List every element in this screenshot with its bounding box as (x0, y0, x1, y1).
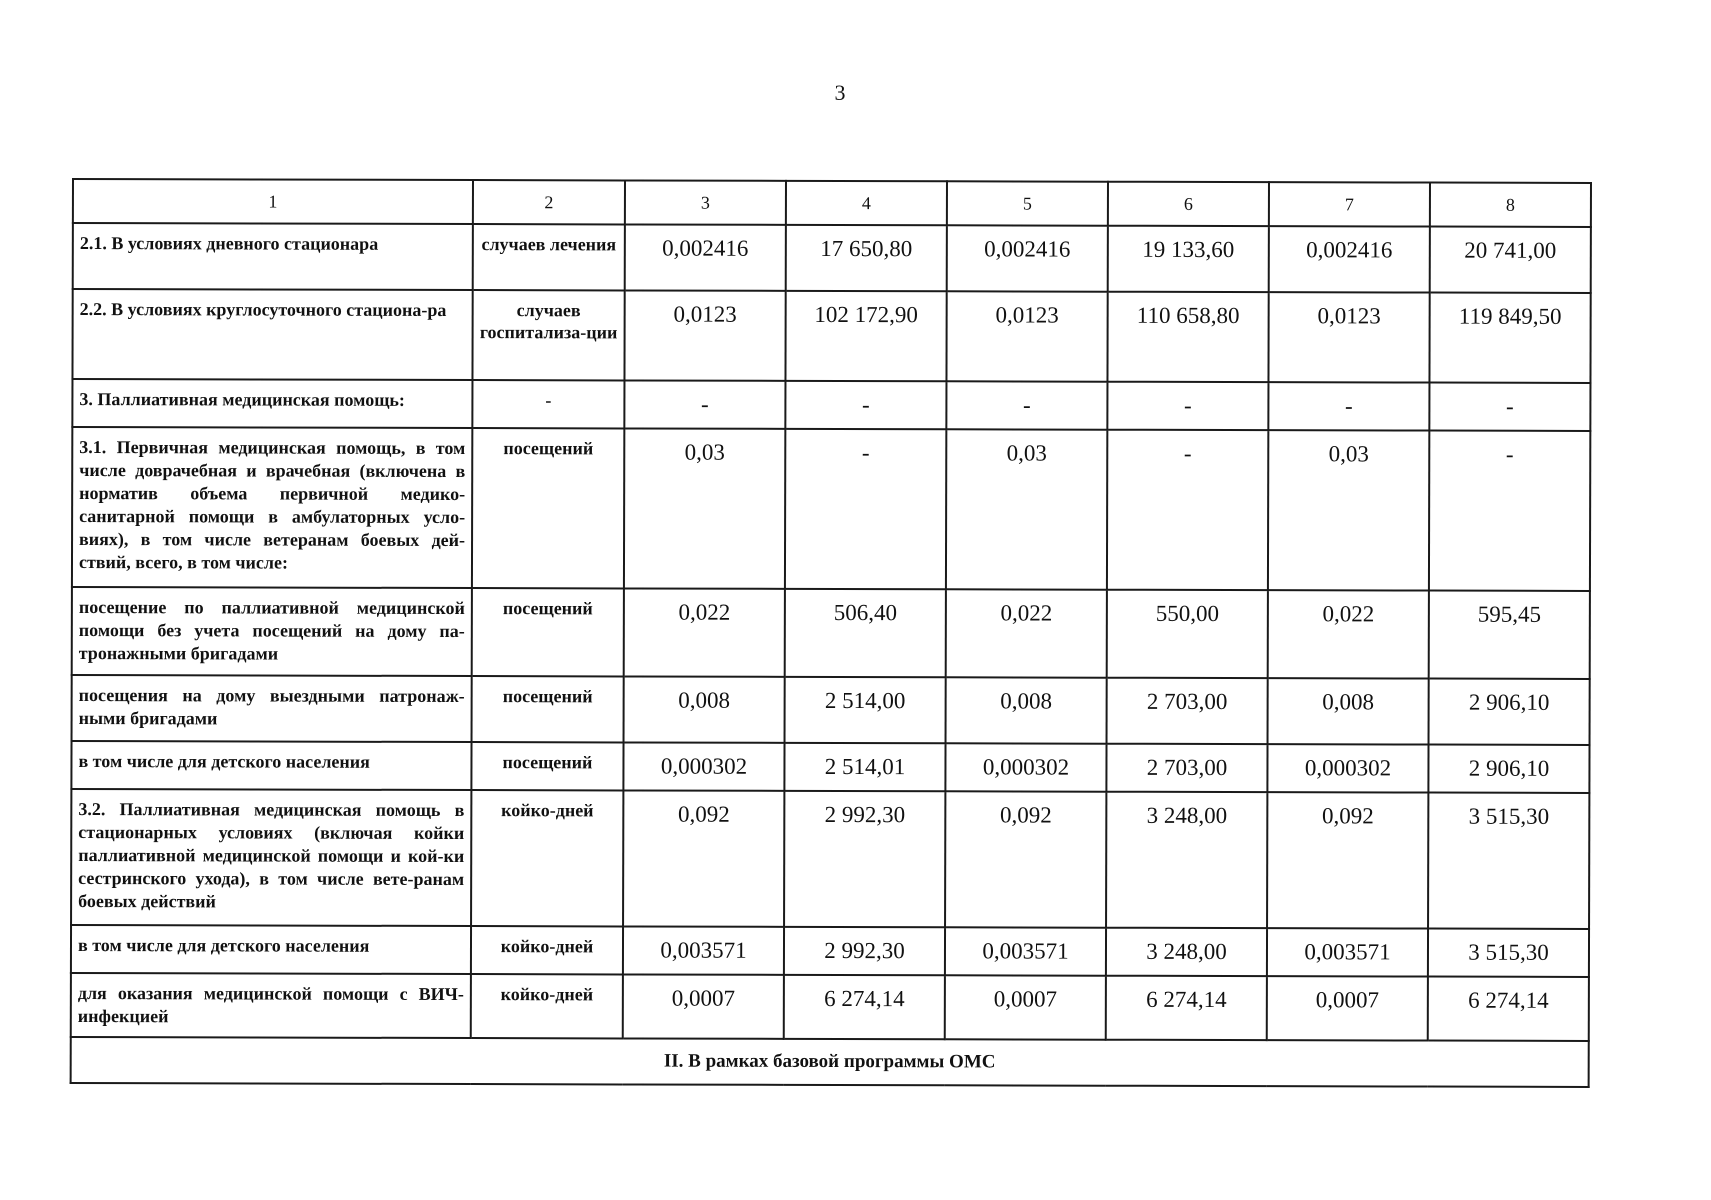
row-label: 2.1. В условиях дневного стационара (73, 223, 473, 290)
row-label: 3.2. Паллиативная медицинская помощь в стационарных условиях (включая койки паллиативной медицинской помощи и кой-ки сестринского ухода), в том числе вете-ранам боевых действий (71, 789, 471, 926)
section-heading-row (71, 1037, 1589, 1087)
value-cell: 0,002416 (1269, 226, 1430, 292)
column-number: 7 (1269, 182, 1430, 226)
value-cell: 6 274,14 (1106, 976, 1267, 1040)
value-cell: 0,000302 (1267, 744, 1428, 792)
row-unit: - (472, 380, 624, 428)
row-label: в том числе для детского населения (71, 925, 471, 974)
value-cell: 2 992,30 (784, 927, 945, 975)
value-cell: 0,003571 (623, 926, 784, 974)
row-unit: посещений (472, 588, 624, 676)
row-unit: посещений (472, 428, 624, 588)
row-unit: случаев госпитализа-ции (472, 290, 624, 380)
value-cell: 0,092 (623, 790, 784, 926)
table-row (72, 587, 1590, 679)
value-cell: 2 514,00 (785, 677, 946, 743)
row-label: 2.2. В условиях круглосуточного стациона-ра (72, 289, 472, 380)
row-unit: койко-дней (471, 974, 623, 1038)
value-cell: 0,03 (624, 428, 785, 588)
value-cell: 20 741,00 (1430, 227, 1591, 293)
page-number: 3 (834, 80, 846, 105)
value-cell: 2 514,01 (784, 743, 945, 791)
column-number: 2 (473, 180, 625, 224)
row-unit: посещений (471, 742, 623, 790)
value-cell: 119 849,50 (1429, 293, 1590, 383)
value-cell: 0,03 (1268, 430, 1429, 590)
value-cell: 0,0123 (1268, 292, 1429, 382)
row-label: 3. Паллиативная медицинская помощь: (72, 379, 472, 428)
value-cell: 0,0007 (1267, 976, 1428, 1040)
value-cell: 17 650,80 (786, 225, 947, 291)
value-cell: 0,002416 (947, 225, 1108, 291)
value-cell: 0,008 (946, 677, 1107, 743)
column-number: 4 (786, 181, 947, 225)
table-row (72, 289, 1590, 383)
value-cell: 0,008 (624, 676, 785, 742)
value-cell: - (785, 381, 946, 429)
value-cell: 3 515,30 (1428, 929, 1589, 977)
value-cell: 595,45 (1429, 591, 1590, 679)
value-cell: 110 658,80 (1107, 292, 1268, 382)
value-cell: 0,000302 (623, 742, 784, 790)
value-cell: 506,40 (785, 589, 946, 677)
value-cell: 3 248,00 (1106, 792, 1267, 928)
value-cell: 3 248,00 (1106, 928, 1267, 976)
value-cell: 0,092 (945, 791, 1106, 927)
value-cell: - (624, 380, 785, 428)
value-cell: 19 133,60 (1108, 226, 1269, 292)
value-cell: 0,092 (1267, 792, 1428, 928)
value-cell: 6 274,14 (1428, 977, 1589, 1041)
table-row (71, 789, 1589, 929)
value-cell: - (946, 381, 1107, 429)
row-label: посещения на дому выездными патронаж-ными бригадами (72, 675, 472, 742)
value-cell: 0,0007 (623, 974, 784, 1038)
section-heading: II. В рамках базовой программы ОМС (71, 1037, 1589, 1087)
value-cell: - (1268, 382, 1429, 430)
table-row (72, 379, 1590, 431)
value-cell: 2 703,00 (1107, 678, 1268, 744)
value-cell: 0,0007 (945, 975, 1106, 1039)
value-cell: 550,00 (1107, 590, 1268, 678)
value-cell: - (1107, 430, 1268, 590)
column-number: 1 (73, 179, 473, 224)
value-cell: 0,002416 (625, 224, 786, 290)
value-cell: 0,022 (1268, 590, 1429, 678)
row-label: в том числе для детского населения (71, 741, 471, 790)
value-cell: 2 906,10 (1429, 679, 1590, 745)
table-row (71, 925, 1589, 977)
column-number: 6 (1108, 182, 1269, 226)
column-number-row (73, 179, 1591, 227)
value-cell: 2 906,10 (1428, 745, 1589, 793)
column-number: 8 (1430, 183, 1591, 227)
value-cell: 0,022 (624, 588, 785, 676)
value-cell: 0,003571 (945, 927, 1106, 975)
value-cell: 0,003571 (1267, 928, 1428, 976)
row-unit: посещений (472, 676, 624, 742)
value-cell: 2 992,30 (784, 791, 945, 927)
row-label: 3.1. Первичная медицинская помощь, в том числе доврачебная и врачебная (включена в норматив объема первичной медико-санитарной помощи в амбулаторных усло-виях), в том числе ветеранам боевых дей-ствий, всего, в том числе: (72, 427, 472, 588)
row-label: для оказания медицинской помощи с ВИЧ-инфекцией (71, 973, 471, 1038)
row-unit: случаев лечения (473, 224, 625, 290)
table-row (73, 223, 1591, 293)
column-number: 5 (947, 181, 1108, 225)
value-cell: 3 515,30 (1428, 793, 1589, 929)
row-unit: койко-дней (471, 790, 623, 926)
value-cell: 0,0123 (624, 290, 785, 380)
value-cell: 6 274,14 (784, 975, 945, 1039)
value-cell: 0,000302 (945, 743, 1106, 791)
value-cell: 0,022 (946, 589, 1107, 677)
value-cell: - (785, 429, 946, 589)
table-row (72, 427, 1590, 591)
value-cell: 0,008 (1268, 678, 1429, 744)
value-cell: 0,0123 (946, 291, 1107, 381)
value-cell: 0,03 (946, 429, 1107, 589)
value-cell: - (1107, 382, 1268, 430)
value-cell: - (1429, 431, 1590, 591)
table-row (71, 973, 1589, 1041)
row-label: посещение по паллиативной медицинской помощи без учета посещений на дому па-тронажными бригадами (72, 587, 472, 676)
value-cell: 2 703,00 (1106, 744, 1267, 792)
table-row (71, 741, 1589, 793)
row-unit: койко-дней (471, 926, 623, 974)
value-cell: - (1429, 383, 1590, 431)
data-table (70, 178, 1592, 1088)
value-cell: 102 172,90 (785, 291, 946, 381)
column-number: 3 (625, 180, 786, 224)
table-row (72, 675, 1590, 745)
